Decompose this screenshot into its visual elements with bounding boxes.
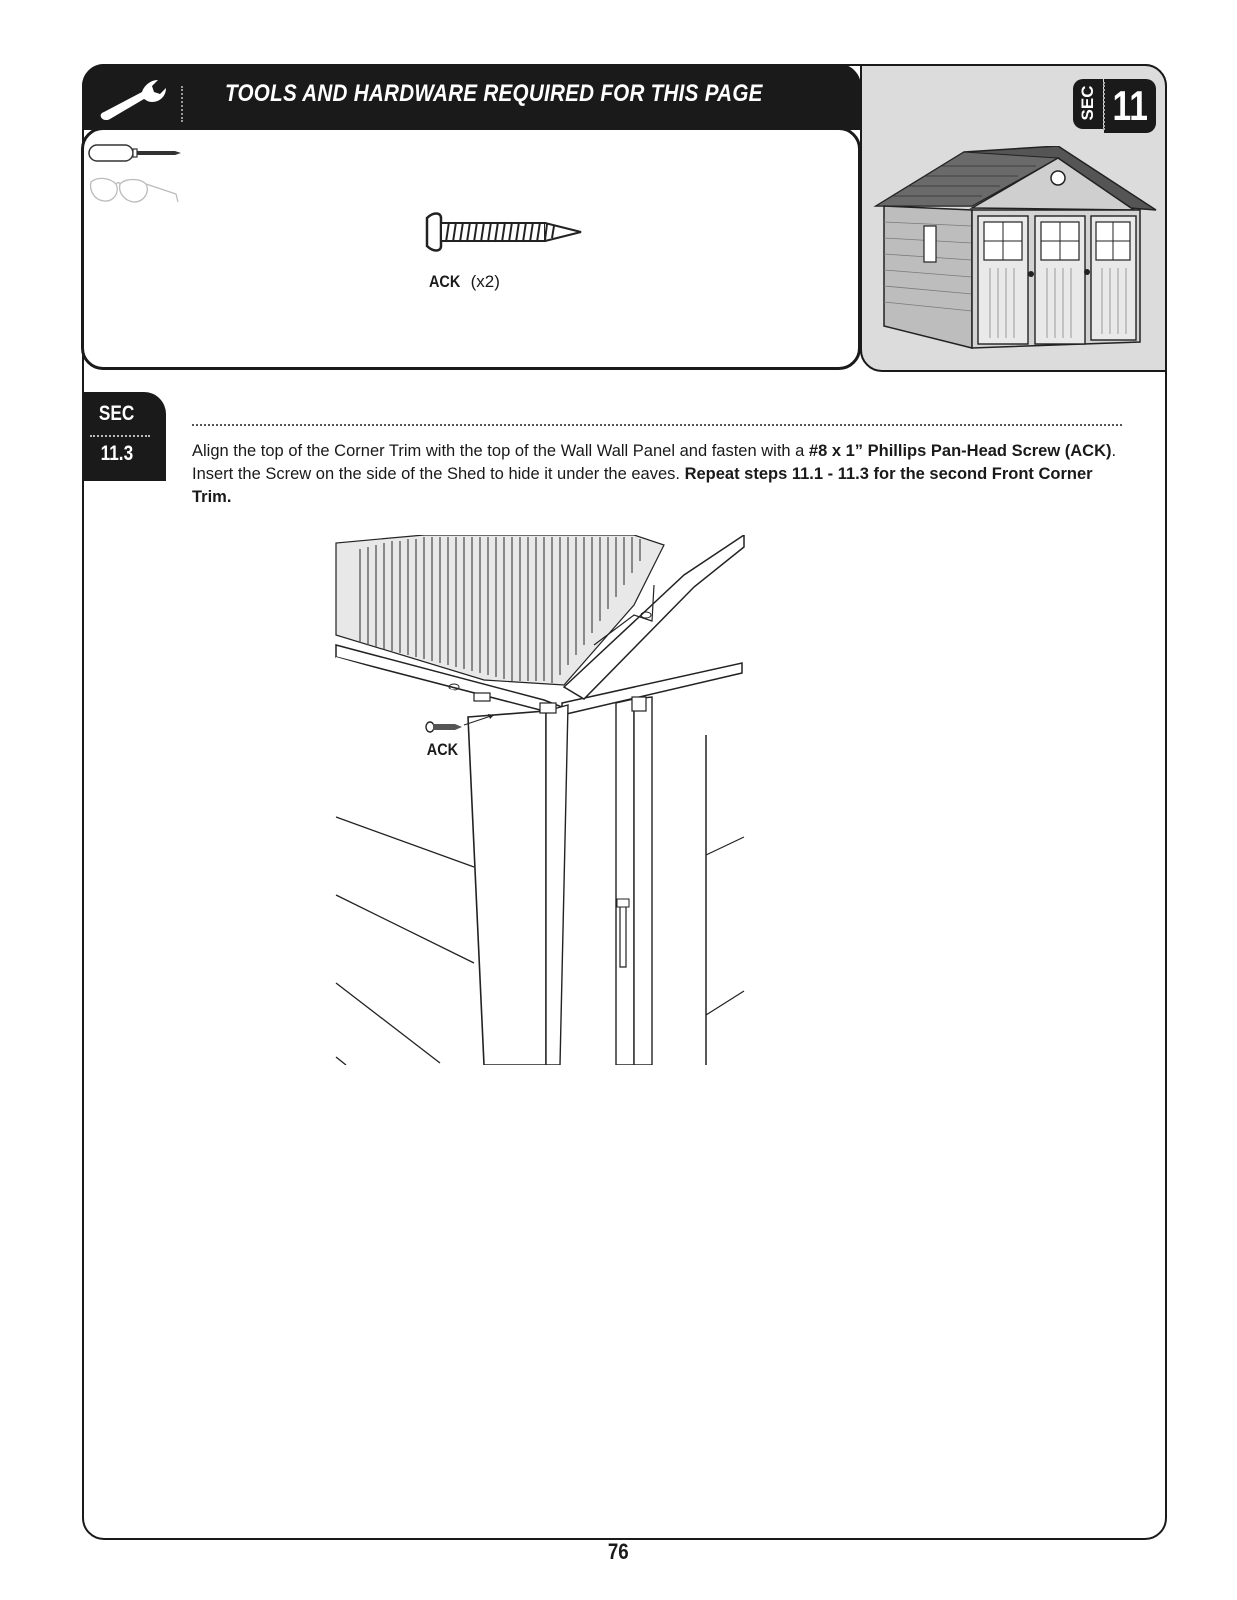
section-number-badge xyxy=(1104,79,1156,133)
screw-icon xyxy=(423,210,585,259)
header-divider xyxy=(181,86,183,122)
step-badge-number: 11.3 xyxy=(100,442,134,465)
section-number: 11 xyxy=(1112,82,1148,129)
page-header-title: TOOLS AND HARDWARE REQUIRED FOR THIS PAGE xyxy=(225,80,763,107)
step-dotted-rule xyxy=(192,424,1122,426)
instructions-text-2: . Insert the Screw on the side of the Shed to hide it under the eaves. xyxy=(192,442,1117,483)
shed-illustration xyxy=(872,146,1160,366)
step-badge-word: SEC xyxy=(99,402,135,425)
corner-trim-diagram xyxy=(334,535,746,1070)
screwdriver-icon xyxy=(88,142,183,169)
diagram-hardware-label: ACK xyxy=(426,740,459,759)
wrench-icon xyxy=(82,64,182,130)
page-number: 76 xyxy=(608,1539,629,1564)
section-word-badge xyxy=(1073,79,1103,129)
instructions-bold-1: #8 x 1” Phillips Pan-Head Screw (ACK) xyxy=(808,442,1112,460)
section-badge-divider xyxy=(1103,82,1105,130)
section-word: SEC xyxy=(1078,85,1097,121)
instructions-bold-2: Repeat steps 11.1 - 11.3 for the second Front Corner Trim. xyxy=(192,465,1093,506)
step-badge xyxy=(82,392,166,481)
hardware-label xyxy=(429,272,500,292)
step-badge-divider xyxy=(90,435,150,437)
step-instructions xyxy=(192,440,1122,509)
hardware-code: ACK xyxy=(429,272,461,291)
hardware-quantity: (x2) xyxy=(470,272,500,291)
safety-glasses-icon xyxy=(88,174,183,213)
instructions-text-1: Align the top of the Corner Trim with the top of the Wall Wall Panel and fasten with a xyxy=(192,442,809,460)
